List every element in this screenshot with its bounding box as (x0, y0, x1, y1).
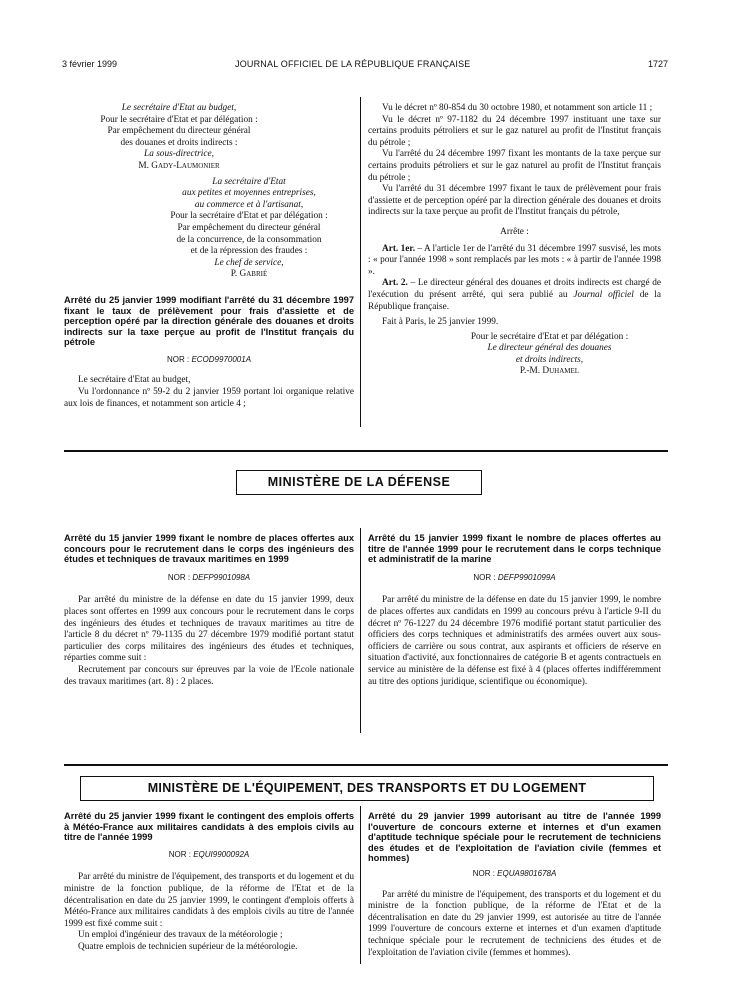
paragraph: Vu le décret nº 80-854 du 30 octobre 1980, et notamment son article 11 ; (382, 103, 653, 113)
signature-block-douanes (368, 332, 661, 378)
journal-name: Journal officiel (573, 289, 634, 300)
nor-reference (368, 868, 661, 880)
article-label: Art. 1er. (382, 243, 416, 254)
sig-line: Par empêchement du directeur général (177, 222, 321, 233)
sig-line: aux petites et moyennes entreprises, (182, 188, 316, 199)
section-rule (64, 764, 668, 766)
sig-line: Par empêchement du directeur général (107, 126, 251, 137)
paragraph: Par arrêté du ministre de la défense en date du 15 janvier 1999, deux places sont offertes en 1999 aux concours pour le recrutement dans le corps des ingénieurs des études et techniques de travaux maritimes au titre de l'article 8 du décret nº 79-1135 du 27 décembre 1979 modifié portant statut particulier des corps militaires des ingénieurs des études et techniques, réparties comme suit : (64, 595, 354, 664)
article-text: de la République française. (368, 289, 661, 312)
nor-label: NOR : (168, 849, 191, 859)
decree-title: Arrêté du 15 janvier 1999 fixant le nombre de places offertes au titre de l'année 1999 pour le recrutement dans le corps technique et administratif de la marine (368, 533, 661, 565)
paragraph: Vu l'ordonnance nº 59-2 du 2 janvier 1959 portant loi organique relative aux lois de finances, et notamment son article 4 ; (64, 387, 354, 409)
defense-left-column (64, 533, 354, 688)
sig-line: Pour le secrétaire d'Etat et par délégation : (470, 331, 629, 342)
signatory-name: P.-M. Duhamel (519, 366, 580, 377)
paragraph: Vu l'arrêté du 31 décembre 1997 fixant le taux de prélèvement pour frais d'assiette et de perception opéré par la direction générale des douanes et droits indirects sur la taxe perçue au profit de l'Institut français du pétrole, (368, 184, 661, 218)
decree-title: Arrêté du 25 janvier 1999 modifiant l'arrêté du 31 décembre 1997 fixant le taux de prélèvement pour frais d'assiette et de perception opéré par la direction générale des douanes et droits indirects sur la taxe perçue au profit de l'Institut français du pétrole (64, 294, 354, 348)
nor-reference (368, 572, 661, 584)
sig-line: de la concurrence, de la consommation (176, 234, 322, 245)
sig-line: Pour la secrétaire d'Etat et par délégation : (170, 211, 328, 222)
top-left-column (64, 103, 354, 410)
column-divider (360, 806, 361, 964)
signature-block-budget (64, 103, 354, 173)
article-text: – Le directeur général des douanes et droits indirects est chargé de l'exécution du présent arrêté, qui sera publié au (368, 278, 661, 300)
nor-reference (64, 849, 354, 861)
section-rule (64, 450, 668, 452)
paragraph: Par arrêté du ministre de l'équipement, des transports et du logement et du ministre de la fonction publique, de la réforme de l'Etat et de la décentralisation en date du 25 janvier 1999, le contingent d'emplois offerts à Météo-France aux militaires candidats à des emplois civils au titre de l'année 1999 est fixé comme suit : (64, 872, 354, 929)
sig-line: au commerce et à l'artisanat, (194, 199, 304, 210)
header-journal-title: JOURNAL OFFICIEL DE LA RÉPUBLIQUE FRANÇAISE (235, 59, 471, 69)
paragraph: Le secrétaire d'Etat au budget, (78, 375, 191, 386)
paragraph: Fait à Paris, le 25 janvier 1999. (382, 317, 499, 328)
arrete-heading: Arrête : (500, 226, 529, 237)
signatory-name: P. Gabrié (230, 269, 268, 280)
nor-code: EQUI9900092A (193, 849, 250, 859)
header-date: 3 février 1999 (62, 59, 118, 69)
nor-code: DEFP9901098A (192, 572, 251, 582)
sig-line: Pour le secrétaire d'Etat et par délégation : (100, 114, 258, 125)
signature-block-commerce (64, 177, 354, 281)
nor-label: NOR : (166, 354, 190, 364)
paragraph: Quatre emplois de technicien supérieur de la météorologie. (78, 941, 298, 952)
decree-title: Arrêté du 25 janvier 1999 fixant le contingent des emplois offerts à Météo-France aux militaires candidats à des emplois civils au titre de l'année 1999 (64, 811, 354, 843)
signatory-name: M. Gady-Laumonier (138, 160, 220, 171)
equipement-right-column (368, 811, 661, 959)
sig-line: Le secrétaire d'Etat au budget, (121, 103, 237, 113)
sig-line: et droits indirects, (515, 354, 584, 365)
sig-line: Le chef de service, (214, 257, 284, 268)
sig-line: des douanes et droits indirects : (120, 137, 238, 148)
paragraph: Recrutement par concours sur épreuves par la voie de l'Ecole nationale des travaux maritimes (art. 8) : 2 places. (64, 664, 354, 687)
nor-label: NOR : (473, 572, 496, 582)
paragraph: Par arrêté du ministre de la défense en date du 15 janvier 1999, le nombre de places offertes aux candidats en 1999 au concours prévu à l'article 9-II du décret nº 76-1227 du 24 décembre 1976 modifié portant statut particulier des officiers des corps techniques et administratifs des armées ouvert aux sous-officiers de carrière ou sous contrat, aux aspirants et officiers de réserve en situation d'activité, aux fonctionnaires de catégorie B et agents contractuels en service au ministère de la défense est fixé à 4 (places offertes indifféremment au titre des options juridique, scientifique ou économique). (368, 595, 661, 687)
article-1 (368, 244, 661, 279)
column-divider (360, 97, 361, 427)
paragraph: Vu l'arrêté du 24 décembre 1997 fixant les montants de la taxe perçue sur certains produits pétroliers et sur le gaz naturel au profit de l'Institut français du pétrole ; (368, 149, 661, 183)
nor-label: NOR : (167, 572, 191, 582)
article-label: Art. 2. (382, 278, 408, 289)
section-heading-defense: MINISTÈRE DE LA DÉFENSE (236, 470, 482, 495)
section-heading-equipement: MINISTÈRE DE L'ÉQUIPEMENT, DES TRANSPORTS ET DU LOGEMENT (80, 776, 654, 801)
paragraph: Vu le décret nº 97-1182 du 24 décembre 1997 instituant une taxe sur certains produits pétroliers et sur le gaz naturel au profit de l'Institut français du pétrole ; (368, 114, 661, 148)
sig-line: et de la répression des fraudes : (190, 246, 308, 257)
decree-title: Arrêté du 29 janvier 1999 autorisant au titre de l'année 1999 l'ouverture de concours externe et internes et d'un examen d'aptitude technique spéciale pour le recrutement de techniciens des études et de l'exploitation de l'aviation civile (femmes et hommes) (368, 811, 661, 864)
nor-code: ECOD9970001A (191, 354, 252, 364)
nor-reference (64, 354, 354, 366)
article-2 (368, 278, 661, 313)
nor-code: EQUA9801678A (497, 868, 557, 878)
paragraph: Par arrêté du ministre de l'équipement, des transports et du logement et du ministre de la fonction publique, de la réforme de l'Etat et de la décentralisation en date du 29 janvier 1999, est autorisée au titre de l'année 1999 l'ouverture de concours externe et internes et d'un examen d'aptitude technique spéciale pour le recrutement de techniciens des études et de l'exploitation de l'aviation civile (femmes et hommes). (368, 889, 661, 958)
article-text: – A l'article 1er de l'arrêté du 31 décembre 1997 susvisé, les mots : « pour l'année 1998 » sont remplacés par les mots : « à partir de l'année 1998 ». (368, 243, 661, 277)
decree-title: Arrêté du 15 janvier 1999 fixant le nombre de places offertes aux concours pour le recrutement dans le corps des ingénieurs des études et techniques de travaux maritimes en 1999 (64, 533, 354, 565)
column-divider (360, 528, 361, 733)
paragraph: Un emploi d'ingénieur des travaux de la météorologie ; (78, 930, 283, 941)
sig-line: Le directeur général des douanes (487, 343, 612, 354)
sig-line: La secrétaire d'Etat (212, 176, 286, 187)
sig-line: La sous-directrice, (144, 149, 214, 160)
nor-reference (64, 572, 354, 584)
nor-label: NOR : (472, 868, 495, 878)
equipement-left-column (64, 811, 354, 954)
defense-right-column (368, 533, 661, 688)
header-page-number: 1727 (648, 59, 669, 69)
top-right-column (368, 103, 661, 378)
nor-code: DEFP9901099A (497, 572, 556, 582)
